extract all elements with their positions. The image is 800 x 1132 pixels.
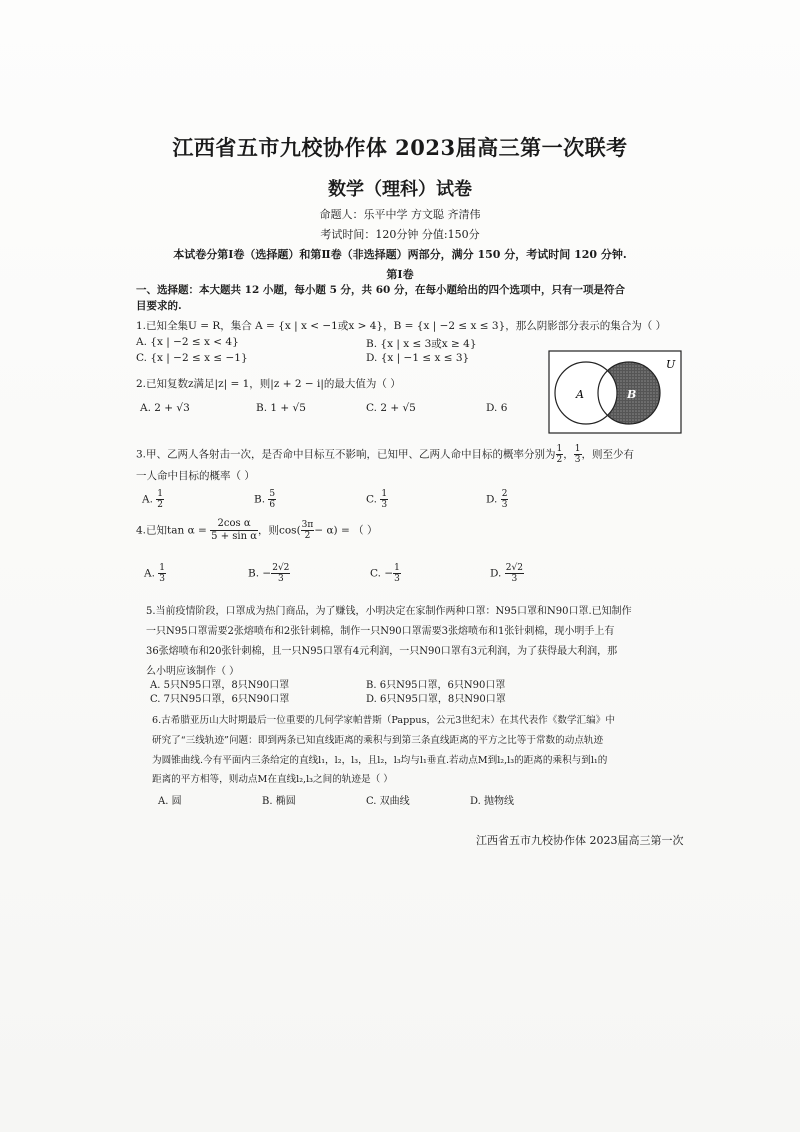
author-line: 命题人：乐平中学 方文聪 齐清伟 <box>319 208 481 221</box>
q3-option-d-num: 2 <box>501 489 508 499</box>
q1-stem: 1.已知全集U = R，集合 A = {x | x < −1或x > 4}，B = {x | −2 ≤ x ≤ 3}，那么阴影部分表示的集合为（ ） <box>136 320 667 332</box>
q4-option-a-num: 1 <box>159 563 165 573</box>
q3-option-b-den: 6 <box>269 500 276 510</box>
q3-frac2-den: 3 <box>574 455 581 465</box>
q5-option-a: A. 5只N95口罩，8只N90口罩 <box>150 680 290 691</box>
q4-stem-b: ，则cos( <box>257 524 301 537</box>
q4-inner-num: 3π <box>301 520 314 530</box>
q5-line2: 一只N95口罩需要2张熔喷布和2张针刺棉，制作一只N90口罩需要3张熔喷布和1张针刺棉，现小明手上有 <box>146 626 615 637</box>
q3-option-a-label: A. <box>142 493 153 506</box>
q4-frac-den: 5 + sin α <box>211 531 257 542</box>
q3-frac2 <box>574 444 582 465</box>
q5-option-b: B. 6只N95口罩，6只N90口罩 <box>366 680 506 691</box>
q6-line2: 研究了“三线轨迹”问题：即到两条已知直线距离的乘积与到第三条直线距离的平方之比等于常数的动点轨迹 <box>152 735 604 746</box>
q3-option-c-label: C. <box>366 493 377 506</box>
section-heading-line2: 目要求的. <box>136 300 182 312</box>
q4-option-c-label: C. <box>370 567 381 580</box>
q3-option-d-den: 3 <box>501 500 508 510</box>
q4-option-c <box>370 563 401 584</box>
q4-option-b-sign: − <box>262 567 272 580</box>
intro-line: 本试卷分第Ⅰ卷（选择题）和第Ⅱ卷（非选择题）两部分，满分 150 分，考试时间 120 分钟. <box>173 248 627 261</box>
q4-option-c-den: 3 <box>394 574 400 584</box>
q3-stem-b: ，则至少有 <box>581 448 634 461</box>
q3-option-b-num: 5 <box>269 489 276 499</box>
part-label: 第Ⅰ卷 <box>386 268 414 281</box>
q1-option-c: C. {x | −2 ≤ x ≤ −1} <box>136 352 248 364</box>
q3-option-c-den: 3 <box>381 500 388 510</box>
q1-option-a: A. {x | −2 ≤ x < 4} <box>136 336 239 348</box>
q6-option-b: B. 椭圆 <box>262 796 296 807</box>
q4-main-frac <box>210 518 258 543</box>
q6-option-d: D. 抛物线 <box>470 796 515 807</box>
set-b-label: B <box>627 388 637 401</box>
exam-subtitle: 数学（理科）试卷 <box>328 179 472 200</box>
q2-stem: 2.已知复数z满足|z| = 1，则|z + 2 − i|的最大值为（ ） <box>136 378 401 390</box>
q4-stem-a: 4.已知tan α = <box>136 524 207 537</box>
q4-option-d <box>490 563 524 584</box>
q3-option-d-label: D. <box>486 493 498 506</box>
q4-stem <box>136 518 377 543</box>
universe-label: U <box>666 358 676 371</box>
q3-option-a <box>142 489 164 510</box>
q3-option-a-den: 2 <box>157 500 163 510</box>
venn-diagram <box>548 350 682 434</box>
q3-option-a-num: 1 <box>157 489 163 499</box>
q6-line1: 6.古希腊亚历山大时期最后一位重要的几何学家帕普斯（Pappus，公元3世纪末）在其代表作《数学汇编》中 <box>152 715 615 726</box>
q2-option-b: B. 1 + √5 <box>256 402 306 414</box>
q2-option-a: A. 2 + √3 <box>140 402 190 414</box>
q4-option-c-sign: − <box>384 567 394 580</box>
q4-option-a-den: 3 <box>159 574 165 584</box>
q5-option-d: D. 6只N95口罩，8只N90口罩 <box>366 694 506 705</box>
q3-stem-a: 3.甲、乙两人各射击一次，是否命中目标互不影响，已知甲、乙两人命中目标的概率分别为 <box>136 448 556 461</box>
q6-line3: 为圆锥曲线.今有平面内三条给定的直线l₁，l₂，l₃，且l₂，l₃均与l₁垂直.若动点M到l₂,l₃的距离的乘积与到l₁的 <box>152 755 608 766</box>
q3-option-b-label: B. <box>254 493 266 506</box>
exam-title: 江西省五市九校协作体 2023届高三第一次联考 <box>172 135 628 160</box>
q3-frac1 <box>556 444 564 465</box>
q3-stem-line2: 一人命中目标的概率（ ） <box>136 470 255 482</box>
q3-option-d <box>486 489 508 510</box>
q1-option-b: B. {x | x ≤ 3或x ≥ 4} <box>366 338 477 350</box>
q4-option-a-label: A. <box>144 567 155 580</box>
q6-option-a: A. 圆 <box>158 796 182 807</box>
q4-inner-den: 2 <box>304 531 311 541</box>
q4-inner-frac <box>301 520 315 541</box>
q4-option-b-label: B. <box>248 567 260 580</box>
q4-option-d-num: 2√2 <box>505 563 523 573</box>
q5-option-c: C. 7只N95口罩，6只N90口罩 <box>150 694 290 705</box>
q3-stem: 3.甲、乙两人各射击一次，是否命中目标互不影响，已知甲、乙两人命中目标的概率分别为 $\frac{1}{2}$ ， $\frac{1}{3}$ ，则至少有 <box>136 444 634 465</box>
page-footer: 江西省五市九校协作体 2023届高三第一次 <box>476 834 684 847</box>
q3-frac1-den: 2 <box>556 455 563 465</box>
q1-option-d: D. {x | −1 ≤ x ≤ 3} <box>366 352 470 364</box>
q6-line4: 距离的平方相等，则动点M在直线l₂,l₃之间的轨迹是（ ） <box>152 774 393 785</box>
q3-option-b <box>254 489 276 510</box>
q3-option-c <box>366 489 388 510</box>
q5-line4: 么小明应该制作（ ） <box>146 666 240 677</box>
q4-option-c-num: 1 <box>394 563 400 573</box>
q3-frac1-num: 1 <box>556 444 563 454</box>
section-heading-line1: 一、选择题：本大题共 12 小题，每小题 5 分，共 60 分，在每小题给出的四个选项中，只有一项是符合 <box>136 284 625 296</box>
set-a-label: A <box>576 388 584 401</box>
q4-frac-num: 2cos α <box>210 518 258 531</box>
q4-option-b-num: 2√2 <box>272 563 290 573</box>
q3-option-c-num: 1 <box>381 489 388 499</box>
q2-option-c: C. 2 + √5 <box>366 402 416 414</box>
q5-line1: 5.当前疫情阶段，口罩成为热门商品，为了赚钱，小明决定在家制作两种口罩：N95口罩和N90口罩.已知制作 <box>146 606 632 617</box>
q3-frac2-num: 1 <box>574 444 581 454</box>
q2-option-d: D. 6 <box>486 402 508 414</box>
q4-option-a <box>144 563 166 584</box>
q4-stem-c: − α) = （ ） <box>314 524 378 537</box>
q6-option-c: C. 双曲线 <box>366 796 410 807</box>
q4-option-b-den: 3 <box>277 574 284 584</box>
q4-option-d-den: 3 <box>511 574 518 584</box>
q5-line3: 36张熔喷布和20张针刺棉，且一只N95口罩有4元利润，一只N90口罩有3元利润，为了获得最大利润，那 <box>146 646 618 657</box>
q4-option-b <box>248 563 290 584</box>
q4-option-d-label: D. <box>490 567 502 580</box>
time-score-line: 考试时间：120分钟 分值:150分 <box>320 228 480 241</box>
